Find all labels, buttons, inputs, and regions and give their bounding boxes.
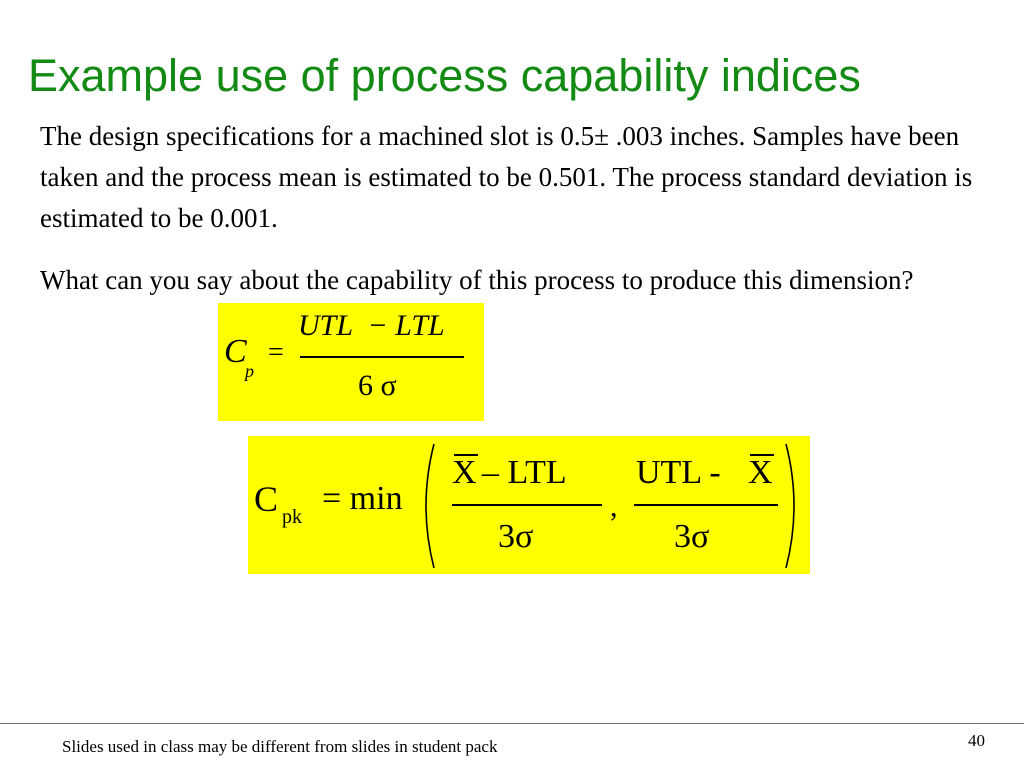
xbar-1: X xyxy=(452,454,477,491)
footer-note: Slides used in class may be different from slides in student pack xyxy=(62,737,498,756)
cp-numerator: UTL − LTL xyxy=(298,309,445,342)
cp-symbol: C xyxy=(224,333,247,370)
footer-divider xyxy=(0,723,1024,724)
right-paren-icon xyxy=(782,442,804,570)
cp-denominator: 6 σ xyxy=(358,369,397,402)
cpk-term1-denominator: 3σ xyxy=(498,518,534,555)
cpk-fraction-bar-2 xyxy=(634,504,778,506)
cp-fraction-bar xyxy=(300,356,464,358)
cpk-term1-numerator: – LTL xyxy=(482,454,567,491)
slide-title: Example use of process capability indices xyxy=(28,50,861,101)
cpk-subscript: pk xyxy=(282,506,302,528)
cpk-fraction-bar-1 xyxy=(452,504,602,506)
cp-subscript: p xyxy=(245,361,254,381)
question-text: What can you say about the capability of this process to produce this dimension? xyxy=(40,265,914,295)
cpk-symbol: C xyxy=(254,479,279,519)
page-number: 40 xyxy=(968,731,985,750)
problem-statement: The design specifications for a machined slot is 0.5± .003 inches. Samples have been taken and the process mean is estimated to be 0.501. The process standard deviation is estimated to be 0.001. xyxy=(40,121,973,233)
cpk-term2-denominator: 3σ xyxy=(674,518,710,555)
cp-equals: = xyxy=(268,337,284,368)
cpk-equals-min: = min xyxy=(322,480,403,517)
cpk-term2-numerator: UTL - xyxy=(636,454,730,491)
cpk-formula-box xyxy=(248,436,810,574)
cp-formula-box xyxy=(218,303,484,421)
left-paren-icon xyxy=(416,442,438,570)
xbar-2: X xyxy=(748,454,773,491)
cpk-comma: , xyxy=(610,490,618,523)
